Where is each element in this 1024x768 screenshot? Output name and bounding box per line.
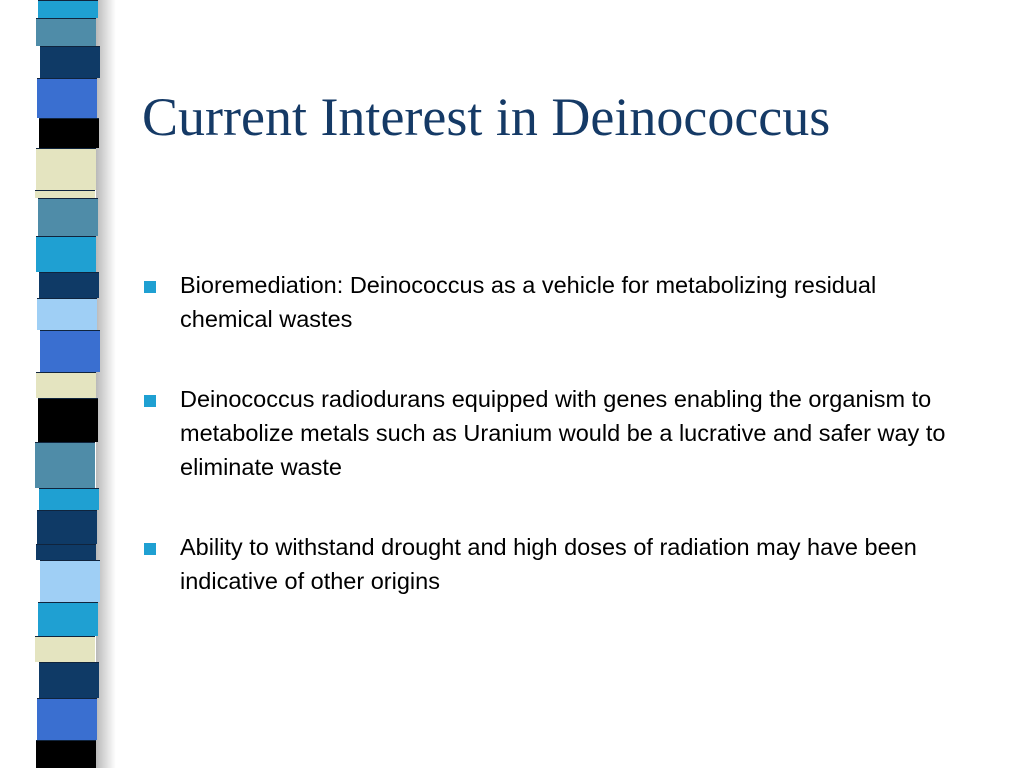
bullet-item	[142, 382, 952, 484]
stripe-block	[36, 148, 96, 190]
stripe-block	[35, 190, 95, 198]
stripe-block	[36, 740, 96, 768]
strip-shadow	[96, 0, 116, 768]
stripe-block	[38, 198, 98, 236]
stripe-block	[35, 636, 95, 662]
stripe-block	[39, 272, 99, 298]
stripe-block	[37, 698, 97, 740]
stripe-block	[36, 372, 96, 398]
square-bullet-icon	[144, 281, 156, 293]
stripe-block	[38, 602, 98, 636]
stripe-block	[36, 544, 96, 560]
stripe-block	[39, 488, 99, 510]
stripe-block	[35, 442, 95, 488]
bullet-item	[142, 268, 952, 336]
stripe-block	[39, 118, 99, 148]
stripe-block	[37, 510, 97, 544]
stripe-block	[38, 0, 98, 18]
bullet-text: Ability to withstand drought and high doses of radiation may have been indicative of other origins	[180, 534, 917, 594]
stripe-block	[40, 46, 100, 78]
bullet-list	[142, 268, 952, 644]
bullet-text: Bioremediation: Deinococcus as a vehicle for metabolizing residual chemical wastes	[180, 272, 877, 332]
decorative-stripe-bar	[36, 0, 96, 768]
stripe-block	[36, 236, 96, 272]
square-bullet-icon	[144, 395, 156, 407]
stripe-block	[36, 18, 96, 46]
stripe-block	[40, 560, 100, 602]
stripe-block	[40, 330, 100, 372]
stripe-block	[39, 662, 99, 698]
square-bullet-icon	[144, 543, 156, 555]
slide-title: Current Interest in Deinococcus	[142, 87, 831, 147]
stripe-block	[37, 298, 97, 330]
bullet-item	[142, 530, 952, 598]
stripe-block	[38, 398, 98, 442]
stripe-block	[37, 78, 97, 118]
bullet-text: Deinococcus radiodurans equipped with genes enabling the organism to metabolize metals such as Uranium would be a lucrative and safer way to eliminate waste	[180, 386, 946, 480]
